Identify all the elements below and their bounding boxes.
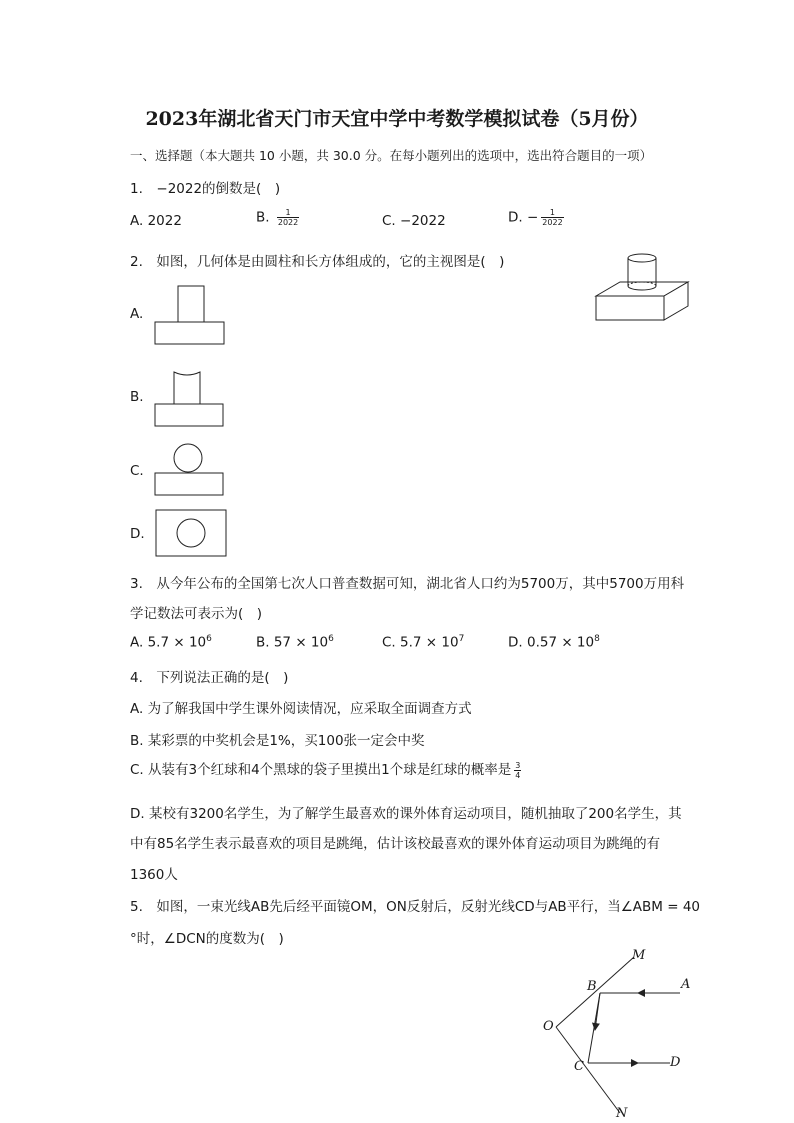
solid-figure: [590, 248, 700, 328]
mirror-figure: [530, 945, 710, 1123]
q4-option-d-line1: D. 某校有3200名学生，为了解学生最喜欢的课外体育运动项目，随机抽取了200名学生，其: [130, 806, 682, 822]
q1-option-b: B. $\frac{1}{2022}$: [256, 208, 299, 227]
q4-option-d-line3: 1360人: [130, 867, 178, 883]
point-label-a: A: [681, 977, 691, 992]
point-label-b: B: [587, 979, 597, 994]
q4-option-c: C. 从装有3个红球和4个黑球的袋子里摸出1个球是红球的概率是 $\frac{3}{4}$: [130, 760, 521, 780]
question-2-stem: 2. 如图，几何体是由圆柱和长方体组成的，它的主视图是( ): [130, 254, 505, 270]
question-3-stem-line2: 学记数法可表示为( ): [130, 606, 263, 622]
q2-option-c-label: C.: [130, 463, 144, 479]
fraction: $\frac{3}{4}$: [515, 760, 521, 780]
page-title: 2023年湖北省天门市天宜中学中考数学模拟试卷（5月份）: [145, 108, 649, 130]
q1-option-c: C. −2022: [382, 213, 446, 229]
question-1-stem: 1. −2022的倒数是( ): [130, 181, 281, 197]
q2-option-b-label: B.: [130, 389, 144, 405]
q1-option-a: A. 2022: [130, 213, 182, 229]
q3-option-b: B. $57 \times 10^6$: [256, 634, 334, 651]
question-5-stem-line2: °时，∠DCN的度数为( ): [130, 931, 284, 947]
q3-option-d: D. $0.57 \times 10^8$: [508, 634, 600, 651]
fraction: $\frac{1}{2022}$: [277, 208, 299, 227]
q3-option-c: C. $5.7 \times 10^7$: [382, 634, 465, 651]
q2-option-b-figure: [154, 368, 226, 428]
fraction: $\frac{1}{2022}$: [542, 208, 563, 227]
q1-option-d: D. − $\frac{1}{2022}$: [508, 208, 563, 227]
point-label-n: N: [616, 1106, 628, 1121]
q3-option-a: A. $5.7 \times 10^6$: [130, 634, 212, 651]
q2-option-a-figure: [154, 286, 226, 346]
point-label-m: M: [632, 948, 646, 963]
point-label-o: O: [543, 1019, 554, 1034]
q2-option-c-figure: [154, 442, 226, 500]
question-5-stem-line1: 5. 如图，一束光线AB先后经平面镜OM，ON反射后，反射光线CD与AB平行，当∠ABM = 40: [130, 899, 701, 915]
q2-option-d-figure: [155, 509, 229, 559]
q4-option-d-line2: 中有85名学生表示最喜欢的项目是跳绳，估计该校最喜欢的课外体育运动项目为跳绳的有: [130, 836, 661, 852]
q4-option-a: A. 为了解我国中学生课外阅读情况，应采取全面调查方式: [130, 701, 472, 717]
section-heading: 一、选择题（本大题共 10 小题，共 30.0 分。在每小题列出的选项中，选出符合题目的一项）: [130, 148, 653, 163]
point-label-d: D: [670, 1055, 681, 1070]
question-4-stem: 4. 下列说法正确的是( ): [130, 670, 289, 686]
q4-option-b: B. 某彩票的中奖机会是1%，买100张一定会中奖: [130, 733, 425, 749]
point-label-c: C: [574, 1059, 584, 1074]
q2-option-d-label: D.: [130, 526, 145, 542]
question-3-stem-line1: 3. 从今年公布的全国第七次人口普查数据可知，湖北省人口约为5700万，其中5700万用科: [130, 576, 685, 592]
q2-option-a-label: A.: [130, 306, 144, 322]
